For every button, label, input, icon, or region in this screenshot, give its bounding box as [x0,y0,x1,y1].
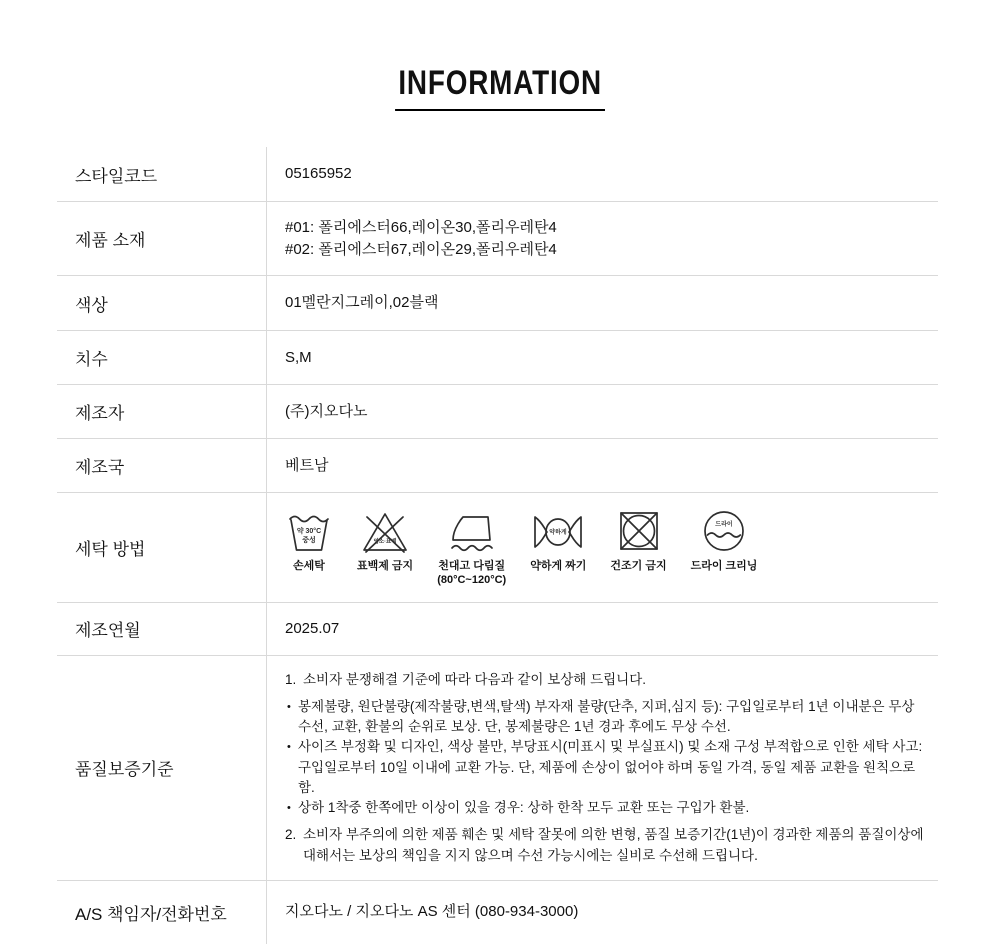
row-value: 05165952 [285,165,352,183]
material-line-2: #02: 폴리에스터67,레이온29,폴리우레탄4 [285,240,557,258]
row-label: 세탁 방법 [57,493,267,602]
row-label: 색상 [57,276,267,330]
table-row-manufacturer [57,385,938,439]
warranty-item-1 [285,670,924,690]
row-label: 제품 소재 [57,202,267,275]
row-label: 품질보증기준 [57,656,267,880]
row-value: 2025.07 [285,619,340,637]
product-info-table [57,147,938,944]
svg-text:염소·표백: 염소·표백 [373,539,397,545]
warranty-item-number: 1. [285,671,297,687]
row-label: 스타일코드 [57,147,267,201]
row-value: (주)지오다노 [285,402,368,420]
bullet-marker: • [287,700,291,713]
iron-icon [447,507,497,555]
warranty-bullet [285,798,924,818]
table-row-size [57,331,938,385]
table-row-material [57,202,938,276]
wring-gently-icon [530,507,586,555]
row-value: 지오다노 / 지오다노 AS 센터 (080-934-3000) [285,903,579,921]
row-label: A/S 책임자/전화번호 [57,881,267,944]
row-value [267,202,938,275]
care-symbol-wring-gently [530,507,586,574]
care-symbol-iron [437,507,506,588]
row-label: 제조자 [57,385,267,438]
bullet-marker: • [287,741,291,754]
row-value [267,493,938,602]
warranty-bullet-list [285,697,924,819]
row-label: 제조연월 [57,603,267,655]
material-line-1: #01: 폴리에스터66,레이온30,폴리우레탄4 [285,218,557,236]
care-symbol-caption: 표백제 금지 [357,560,414,572]
table-row-manufacture-date [57,603,938,656]
care-symbol-caption: 손세탁 [293,560,325,572]
warranty-item-2 [285,825,924,866]
warranty-bullet [285,737,924,798]
care-symbols [285,503,924,592]
row-value: S,M [285,348,312,366]
bullet-marker: • [287,802,291,814]
care-symbol-caption: 약하게 짜기 [530,560,587,572]
row-label: 제조국 [57,439,267,492]
table-row-color [57,276,938,331]
warranty-bullet-text: 사이즈 부정확 및 디자인, 색상 불만, 부당표시(미표시 및 부실표시) 및 소재 구성 부적합으로 인한 세탁 사고: 구입일로부터 10일 이내에 교환 가능. 단, 제품에 손상이 없어야 하며 동일 가격, 동일 제품 교환을 원칙으로 함. [298,739,923,795]
care-symbol-caption: 드라이 크리닝 [690,560,758,572]
row-value [267,656,938,880]
hand-wash-icon [285,507,333,555]
table-row-warranty [57,656,938,881]
care-symbol-no-bleach [357,507,413,574]
table-row-country [57,439,938,493]
svg-text:중성: 중성 [302,537,316,544]
care-symbol-hand-wash [285,507,333,574]
warranty-item-text: 소비자 분쟁해결 기준에 따라 다음과 같이 보상해 드립니다. [303,671,646,687]
svg-text:약 30°C: 약 30°C [296,528,322,535]
no-tumble-dry-icon [615,507,663,555]
table-row-style-code [57,147,938,202]
care-symbol-no-tumble-dry [610,507,666,574]
table-row-washing [57,493,938,603]
warranty-item-number: 2. [285,827,297,843]
care-symbol-dry-clean [691,507,758,574]
dry-clean-icon [700,507,748,555]
table-row-as-contact [57,881,938,944]
warranty-bullet [285,697,924,738]
no-bleach-icon [361,507,409,555]
row-label: 치수 [57,331,267,384]
page-title: INFORMATION [395,64,605,111]
row-value: 베트남 [285,456,329,474]
warranty-bullet-text: 상하 1착중 한쪽에만 이상이 있을 경우: 상하 한착 모두 교환 또는 구입가 환불. [298,800,750,815]
care-symbol-caption: 천대고 다림질 (80°C~120°C) [437,560,507,586]
header [0,0,1000,111]
warranty-bullet-text: 봉제불량, 원단불량(제작불량,변색,탈색) 부자재 불량(단추, 지퍼,심지 등): 구입일로부터 1년 이내분은 무상수선, 교환, 환불의 순위로 보상. 단, 봉제불량은 1년 경과 후에도 무상 수선. [298,698,915,734]
svg-text:드라이: 드라이 [715,522,733,528]
row-value: 01멜란지그레이,02블랙 [285,294,439,312]
care-symbol-caption: 건조기 금지 [610,560,667,572]
warranty-item-text: 소비자 부주의에 의한 제품 훼손 및 세탁 잘못에 의한 변형, 품질 보증기간(1년)이 경과한 제품의 품질이상에 대해서는 보상의 책임을 지지 않으며 수선 가능시에는 실비로 수선해 드립니다. [303,827,924,863]
svg-text:약하게: 약하게 [549,530,568,536]
